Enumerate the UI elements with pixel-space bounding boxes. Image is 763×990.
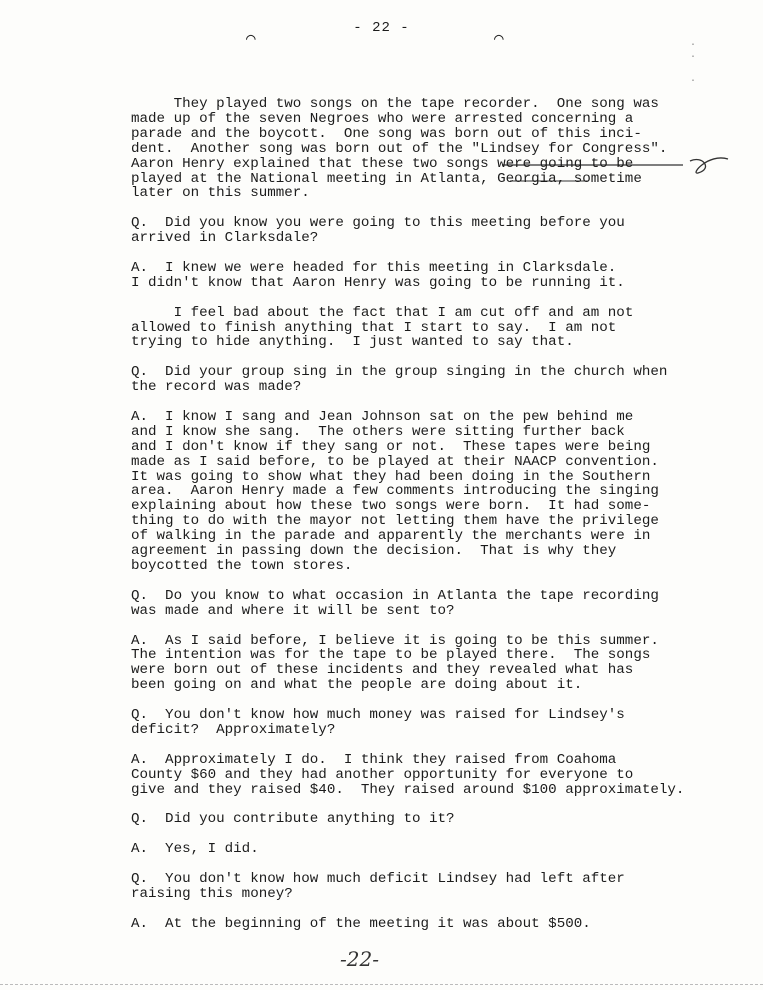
handwritten-page-number: -22- bbox=[340, 947, 379, 971]
answer-4: A. Approximately I do. I think they raised from Coahoma County $60 and they had another opportunity for everyone to give and they raised $40. They raised around $100 approximately. bbox=[131, 751, 685, 798]
transcript-body bbox=[131, 97, 731, 932]
page-number-top: - 22 - bbox=[353, 20, 410, 36]
answer-5: A. Yes, I did. bbox=[131, 841, 259, 858]
question-1: Q. Did you know you were going to this meeting before you arrived in Clarksdale? bbox=[131, 215, 625, 247]
bottom-edge-line bbox=[0, 984, 763, 986]
margin-specks: · · · bbox=[690, 40, 697, 87]
paragraph-statement: I feel bad about the fact that I am cut off and am not allowed to finish anything that I start to say. I am not trying to hide anything. I just wanted to say that. bbox=[131, 304, 634, 351]
question-4: Q. You don't know how much money was raised for Lindsey's deficit? Approximately? bbox=[131, 707, 625, 738]
answer-2: A. I know I sang and Jean Johnson sat on the pew behind me and I know she sang. The others were sitting further back and I don't know if they sang or not. These tapes were being made as I said before, to be played at their NAACP convention. It was going to show what they had been doing in the Southern area. Aaron Henry made a few comments introducing the singing explaining about how these two songs were born. It had some- thing to do with the mayor not letting them have the privilege of walking in the parade and apparently the merchants were in agreement in passing down the decision. That is why they boycotted the town stores. bbox=[131, 408, 659, 575]
question-2: Q. Did your group sing in the group singing in the church when the record was made? bbox=[131, 364, 668, 396]
answer-3: A. As I said before, I believe it is going to be this summer. The intention was for the tape to be played there. The songs were born out of these incidents and they revealed what has been going on and what the people are doing about it. bbox=[131, 632, 659, 694]
question-5: Q. Did you contribute anything to it? bbox=[131, 811, 455, 828]
question-6: Q. You don't know how much deficit Lindsey had left after raising this money? bbox=[131, 870, 625, 902]
question-3: Q. Do you know to what occasion in Atlanta the tape recording was made and where it will be sent to? bbox=[131, 587, 659, 619]
corner-mark-left: ⌒ bbox=[246, 30, 256, 48]
answer-1: A. I knew we were headed for this meeting in Clarksdale. I didn't know that Aaron Henry was going to be running it. bbox=[131, 259, 625, 291]
corner-mark-right: ⌒ bbox=[494, 30, 504, 48]
paragraph-intro: They played two songs on the tape recorder. One song was made up of the seven Negroes who were arrested concerning a parade and the boycott. One song was born out of this inci- dent. Another song was born out of the "Lindsey for Congress". Aaron Henry explained that these two songs were going to be played at the National meeting in Atlanta, Georgia, sometime later on this summer. bbox=[131, 96, 668, 202]
answer-6: A. At the beginning of the meeting it was about $500. bbox=[131, 915, 591, 932]
